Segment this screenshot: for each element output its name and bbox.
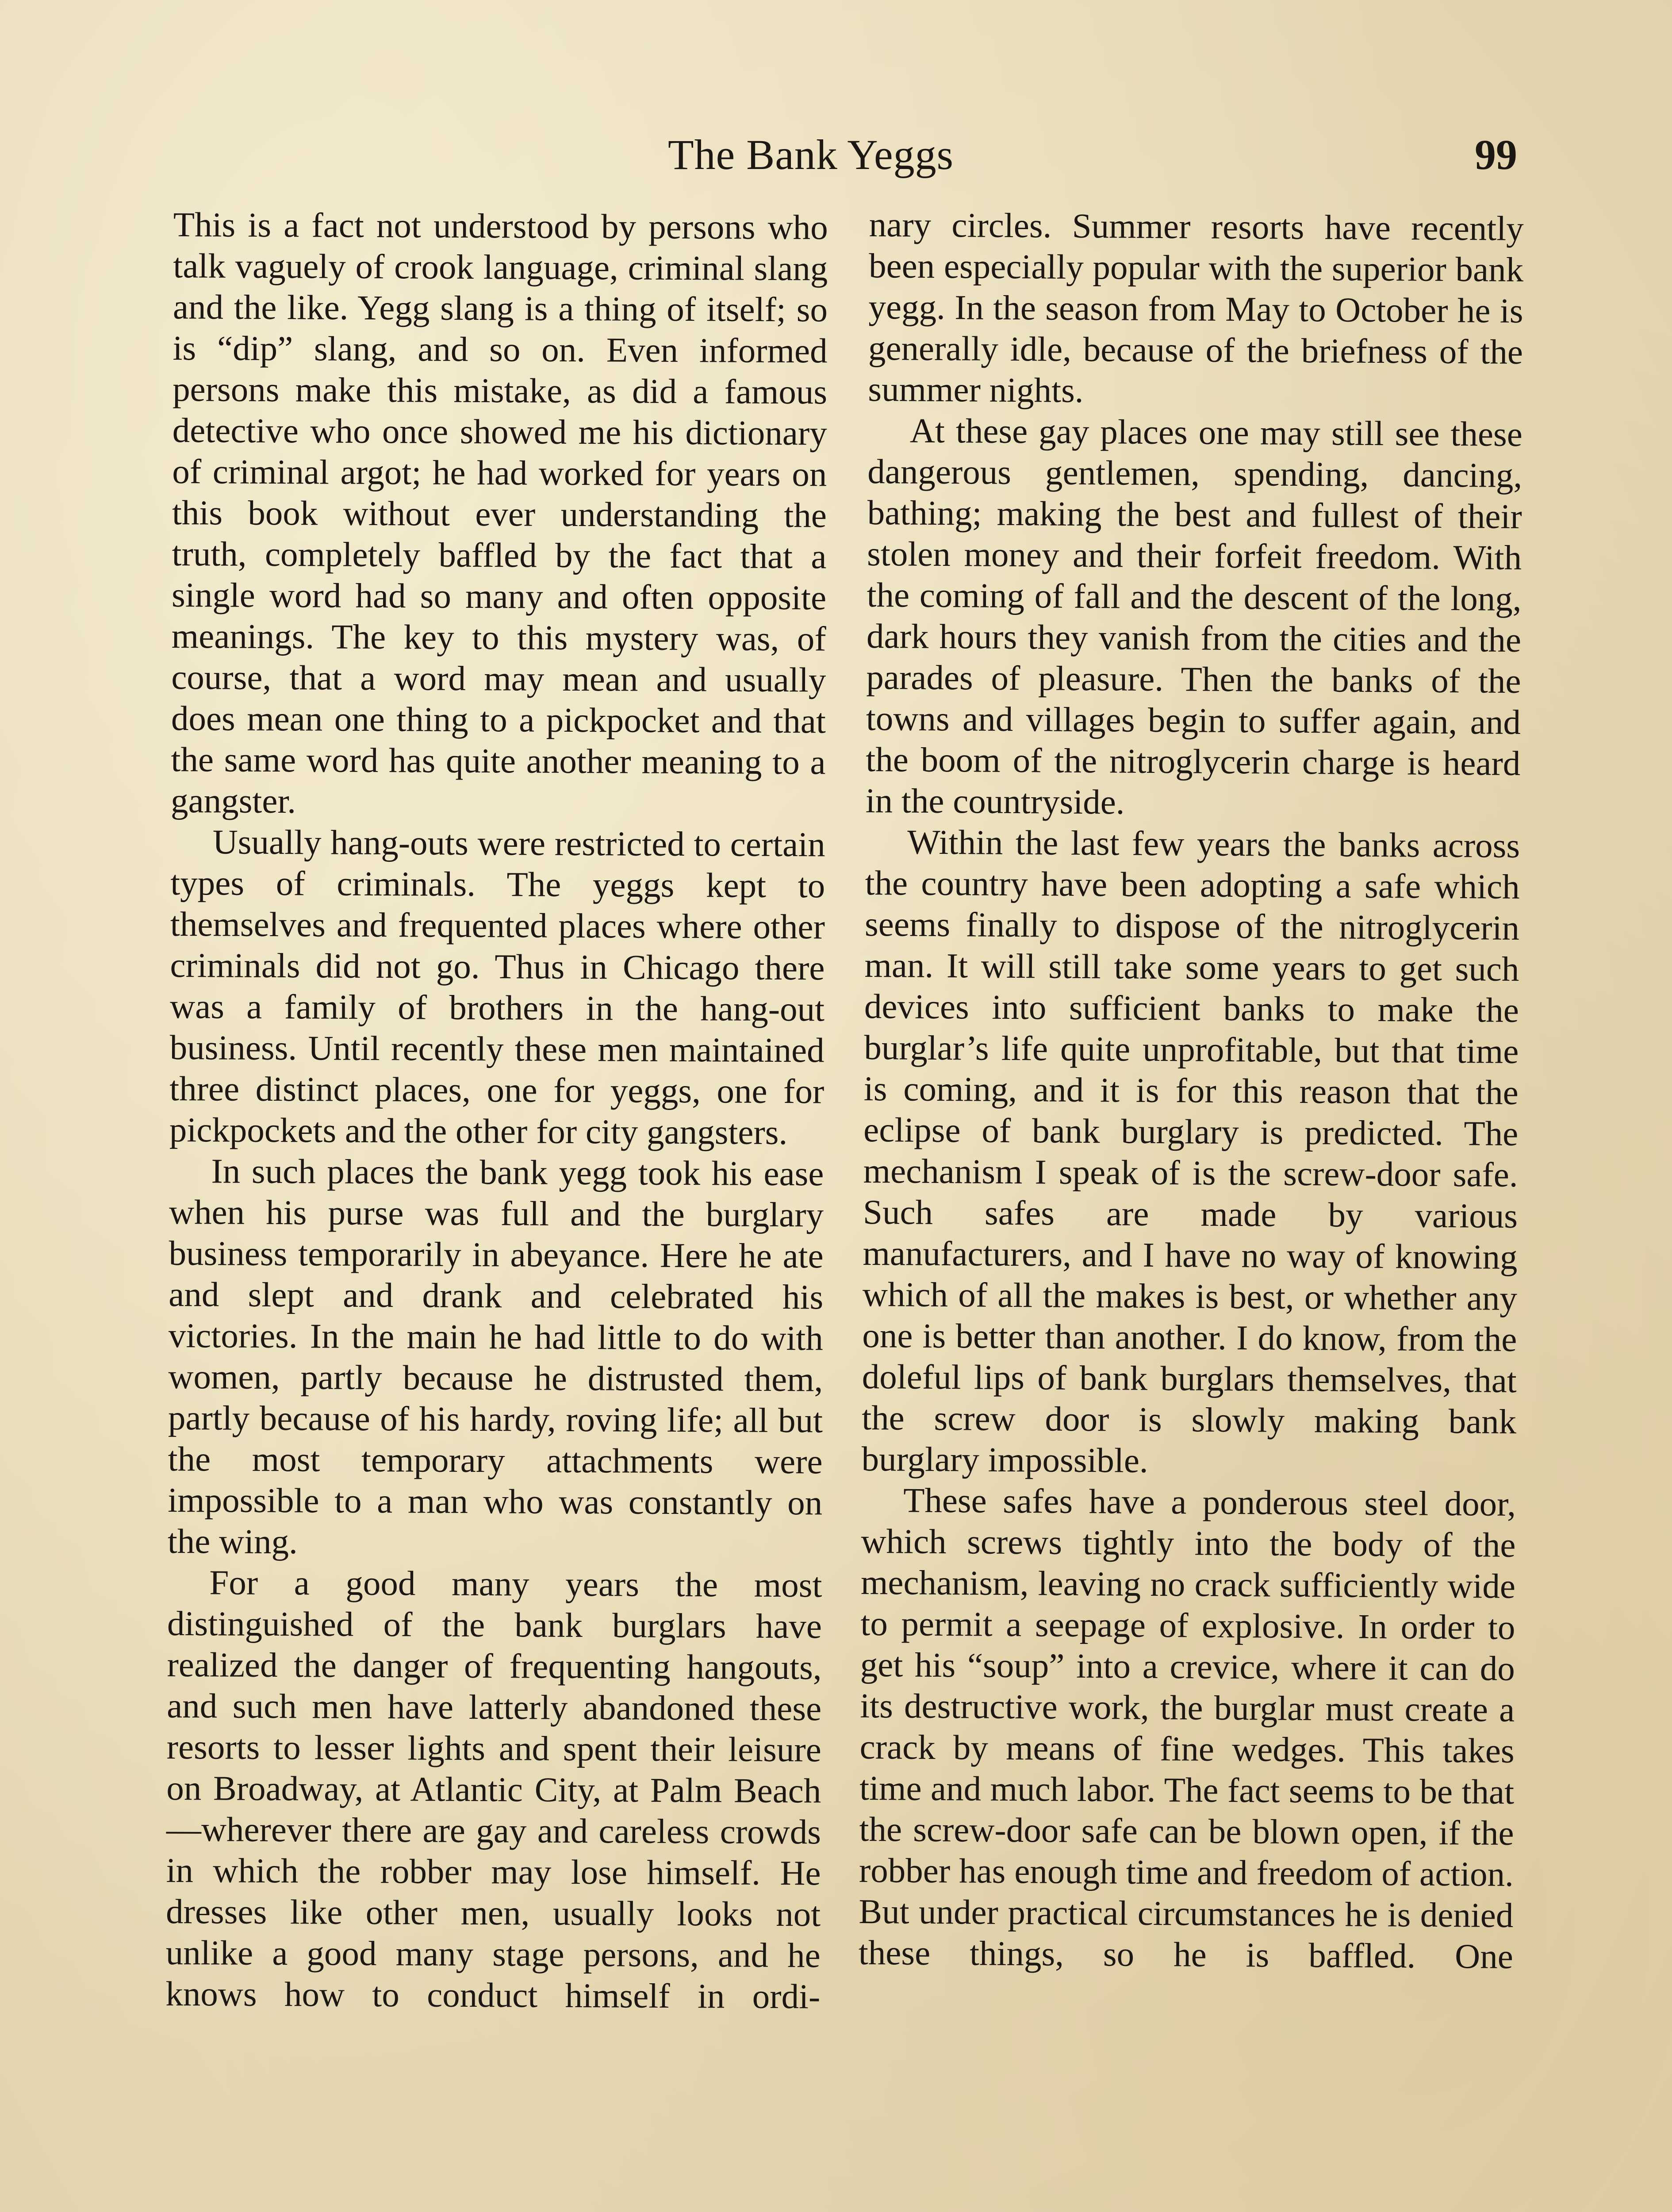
running-head — [0, 128, 1672, 181]
paragraph: This is a fact not understood by persons who talk vaguely of crook language, criminal slang and the like. Yegg slang is a thing of itself; so is “dip” slang, and so on. Even informed persons make this mistake, as did a famous detective who once showed me his dictionary of criminal argot; he had worked for years on this book without ever understanding the truth, completely baffled by the fact that a single word had so many and often opposite meanings. The key to this mystery was, of course, that a word may mean and usually does mean one thing to a pickpocket and that the same word has quite another meaning to a gangster. — [170, 205, 828, 821]
paragraph: Within the last few years the banks across the country have been adopting a safe which seems finally to dispose of the nitroglycerin man. It will still take some years to get such devices into sufficient banks to make the burglar’s life quite unprofitable, but that time is coming, and it is for this reason that the eclipse of bank burglary is predicted. The mechanism I speak of is the screw-door safe. Such safes are made by various manufacturers, and I have no way of knowing which of all the makes is best, or whether any one is better than another. I do know, from the doleful lips of bank burglars themselves, that the screw door is slowly making bank burglary impossible. — [861, 823, 1520, 1480]
paragraph: These safes have a ponderous steel door, which screws tightly into the body of the mechanism, leaving no crack sufficiently wide to permit a seepage of explosive. In order to get his “soup” into a crevice, where it can do its destructive work, the burglar must create a crack by means of fine wedges. This takes time and much labor. The fact seems to be that the screw-door safe can be blown open, if the robber has enough time and freedom of action. But under practical circumstances he is denied these things, so he is baffled. One — [858, 1481, 1516, 1976]
paragraph: For a good many years the most distinguished of the bank burglars have realized the danger of frequenting hangouts, and such men have latterly abandoned these resorts to lesser lights and spent their leisure on Broadway, at Atlantic City, at Palm Beach—wherever there are gay and careless crowds in which the robber may lose himself. He dresses like other men, usually looks not unlike a good many stage persons, and he knows how to conduct himself in ordi- — [165, 1563, 822, 2016]
paragraph: At these gay places one may still see these dangerous gentlemen, spending, dancing, bathing; making the best and fullest of their stolen money and their forfeit freedom. With the coming of fall and the descent of the long, dark hours they vanish from the cities and the parades of pleasure. Then the banks of the towns and villages begin to suffer again, and the boom of the nitroglycerin charge is heard in the countryside. — [865, 411, 1523, 822]
left-column — [165, 204, 828, 2017]
paragraph: nary circles. Summer resorts have recently been especially popular with the superior bank yegg. In the season from May to October he is generally idle, because of the briefness of the summer nights. — [868, 205, 1524, 410]
running-title: The Bank Yeggs — [668, 131, 954, 178]
page-number: 99 — [1475, 131, 1517, 178]
right-column — [859, 204, 1524, 1978]
paragraph: In such places the bank yegg took his ease when his purse was full and the burglary business temporarily in abeyance. Here he ate and slept and drank and celebrated his victories. In the main he had little to do with women, partly because he distrusted them, partly because of his hardy, roving life; all but the most temporary attachments were impossible to a man who was constantly on the wing. — [167, 1152, 824, 1562]
paragraph: Usually hang-outs were restricted to certain types of criminals. The yeggs kept to themselves and frequented places where other criminals did not go. Thus in Chicago there was a family of brothers in the hang-out business. Until recently these men maintained three distinct places, one for yeggs, one for pickpockets and the other for city gangsters. — [169, 823, 825, 1152]
